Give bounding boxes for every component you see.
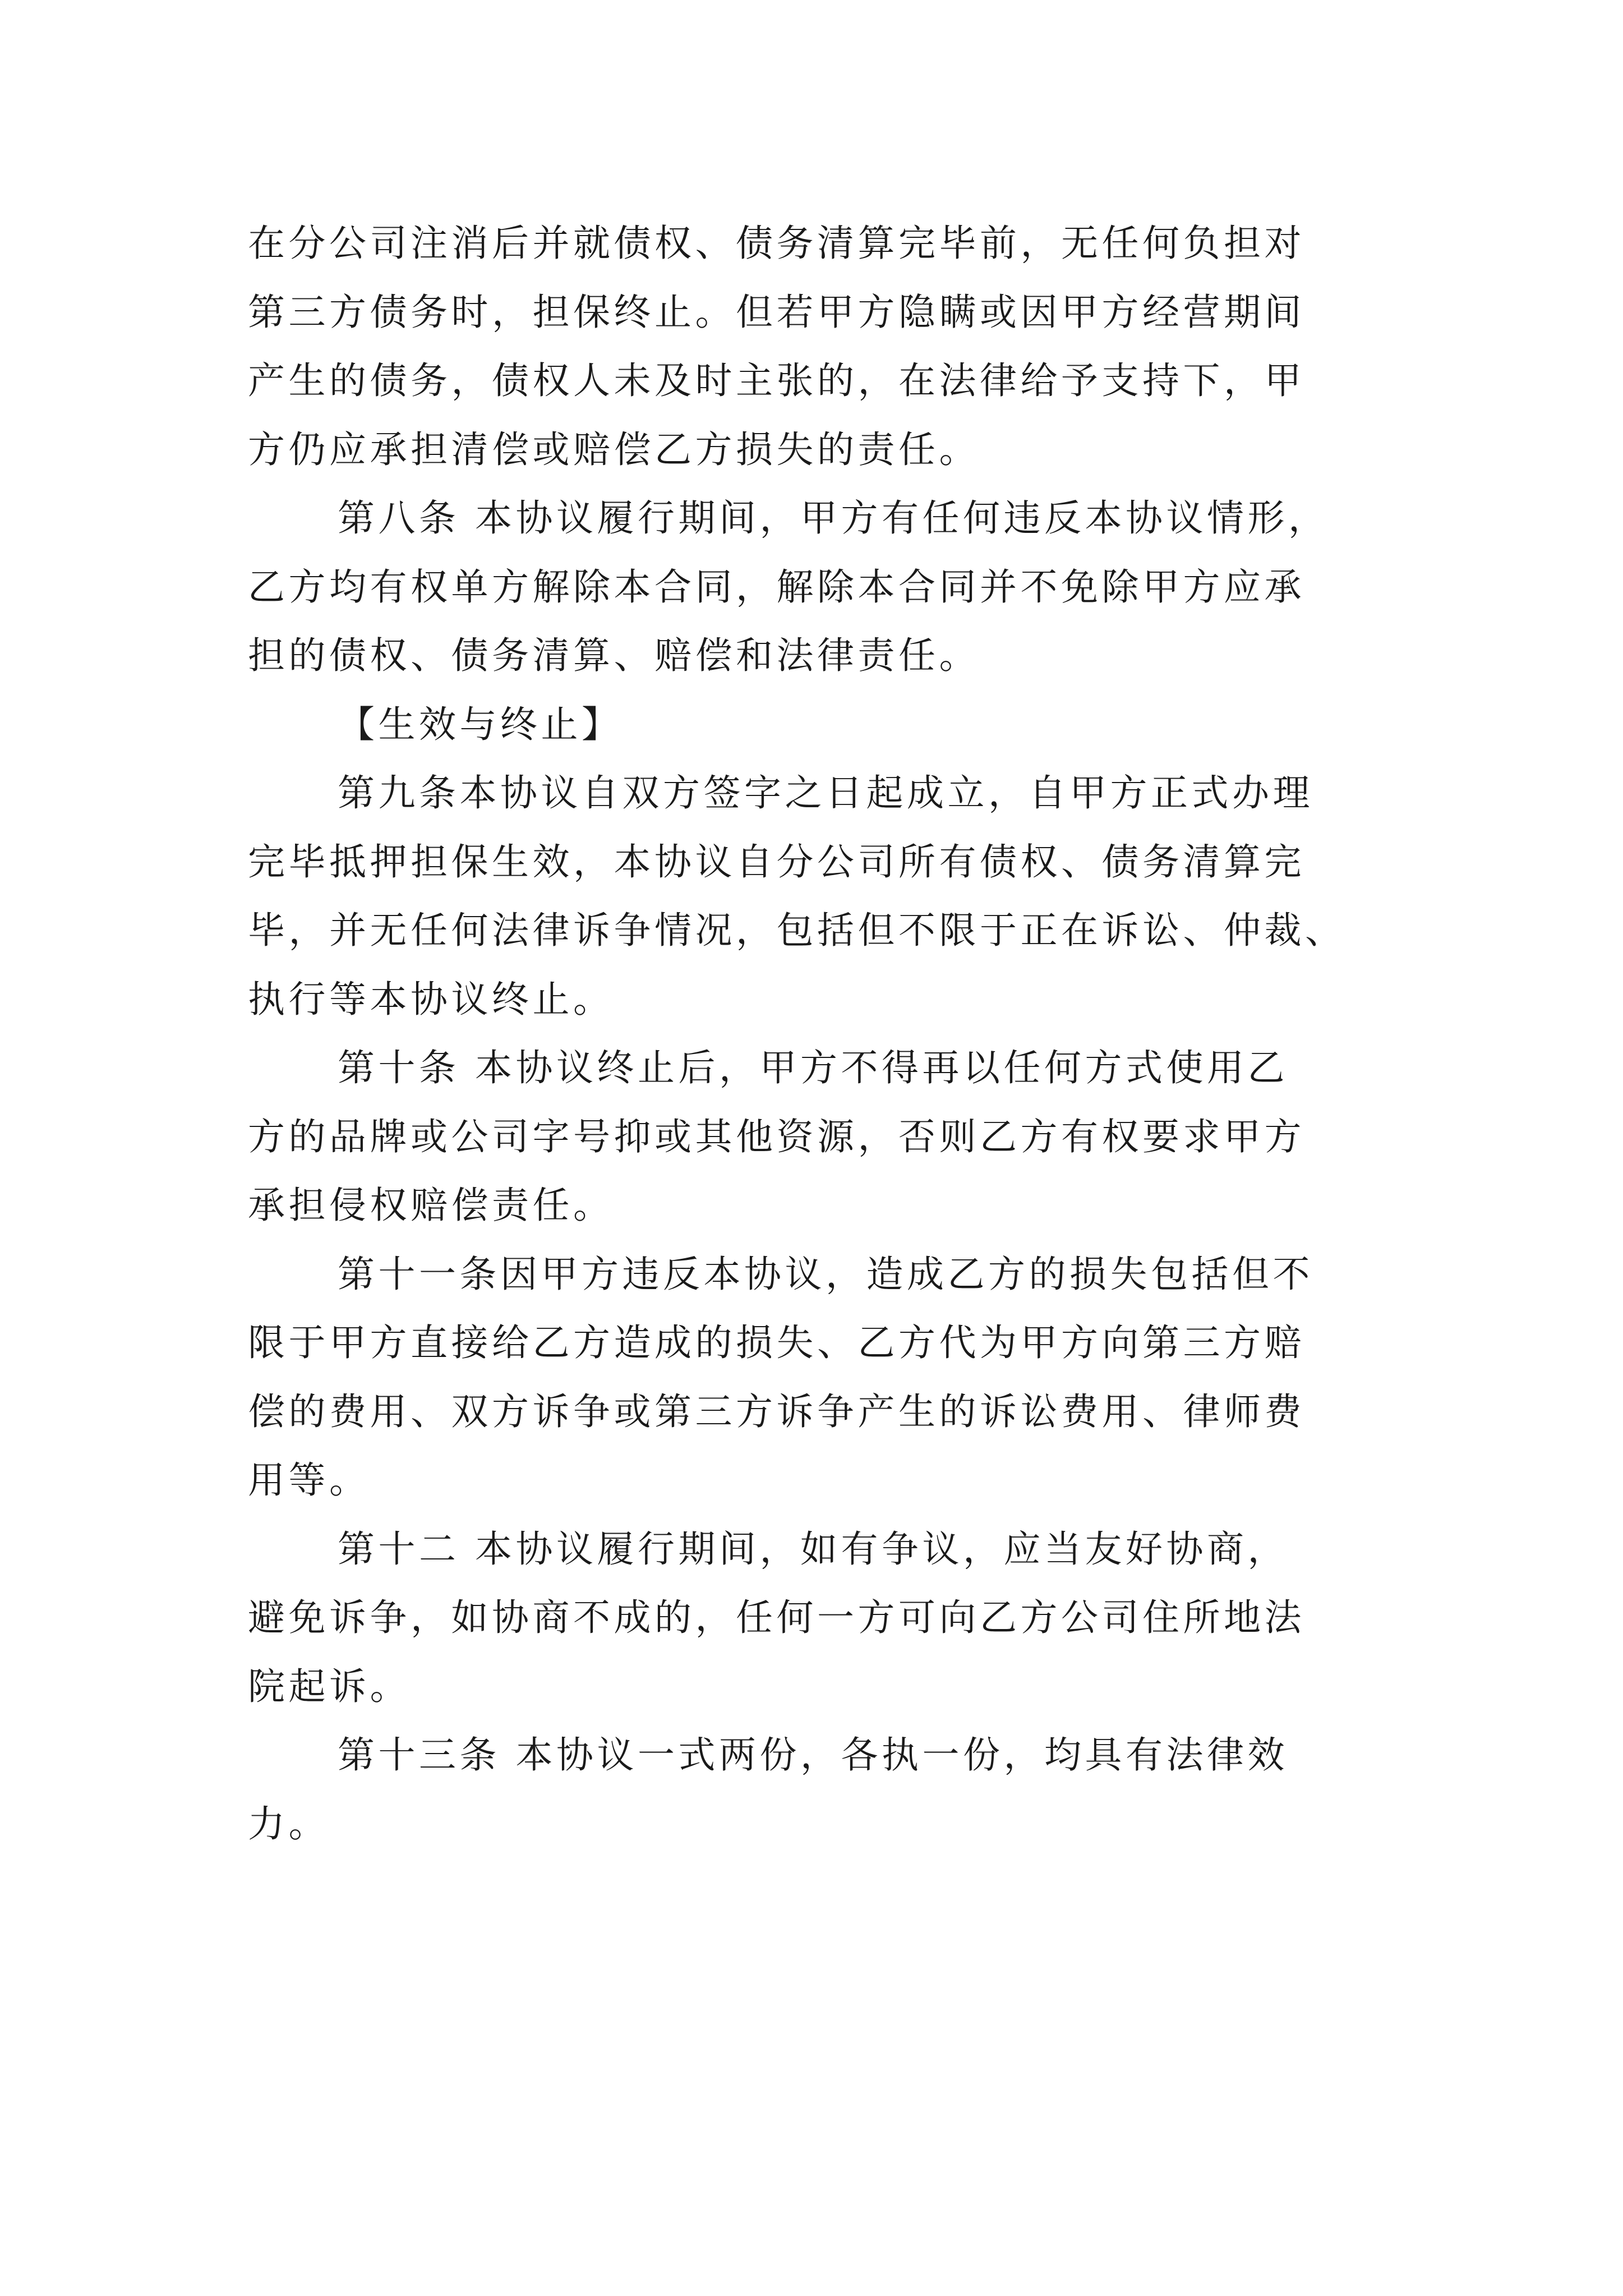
text-line: 担的债权、债务清算、赔偿和法律责任。: [248, 634, 980, 677]
paragraph-article-13: [248, 1721, 1375, 1858]
text-line: 第三方债务时，担保终止。但若甲方隐瞒或因甲方经营期间: [248, 290, 1305, 334]
text-line: 第九条本协议自双方签字之日起成立，自甲方正式办理: [338, 771, 1313, 815]
paragraph-continuation: [248, 209, 1375, 484]
text-line: 完毕抵押担保生效，本协议自分公司所有债权、债务清算完: [248, 840, 1305, 884]
text-line: 避免诉争，如协商不成的，任何一方可向乙方公司住所地法: [248, 1596, 1305, 1639]
text-line: 第十三条 本协议一式两份，各执一份，均具有法律效: [338, 1733, 1288, 1777]
text-line: 用等。: [248, 1458, 370, 1502]
text-line: 毕，并无任何法律诉争情况，包括但不限于正在诉讼、仲裁、: [248, 909, 1346, 952]
paragraph-section-heading: [248, 691, 1375, 760]
paragraph-article-11: [248, 1240, 1375, 1515]
text-line: 乙方均有权单方解除本合同，解除本合同并不免除甲方应承: [248, 565, 1305, 609]
text-line: 第八条 本协议履行期间，甲方有任何违反本协议情形，: [338, 496, 1329, 540]
paragraph-article-10: [248, 1034, 1375, 1240]
text-line: 第十二 本协议履行期间，如有争议，应当友好协商，: [338, 1527, 1288, 1571]
text-line: 方的品牌或公司字号抑或其他资源，否则乙方有权要求甲方: [248, 1115, 1305, 1158]
text-line: 第十一条因甲方违反本协议，造成乙方的损失包括但不: [338, 1252, 1313, 1296]
text-line: 在分公司注消后并就债权、债务清算完毕前，无任何负担对: [248, 222, 1305, 265]
text-line: 方仍应承担清偿或赔偿乙方损失的责任。: [248, 427, 980, 471]
text-line: 【生效与终止】: [338, 702, 623, 746]
text-line: 力。: [248, 1802, 329, 1846]
document-body: [248, 209, 1375, 1858]
paragraph-article-12: [248, 1515, 1375, 1722]
text-line: 产生的债务，债权人未及时主张的，在法律给予支持下，甲: [248, 359, 1305, 402]
text-line: 偿的费用、双方诉争或第三方诉争产生的诉讼费用、律师费: [248, 1389, 1305, 1433]
text-line: 限于甲方直接给乙方造成的损失、乙方代为甲方向第三方赔: [248, 1321, 1305, 1364]
text-line: 第十条 本协议终止后，甲方不得再以任何方式使用乙: [338, 1046, 1288, 1089]
text-line: 承担侵权赔偿责任。: [248, 1184, 614, 1227]
text-line: 院起诉。: [248, 1664, 411, 1708]
text-line: 执行等本协议终止。: [248, 977, 614, 1021]
paragraph-article-9: [248, 759, 1375, 1034]
paragraph-article-8: [248, 484, 1375, 691]
